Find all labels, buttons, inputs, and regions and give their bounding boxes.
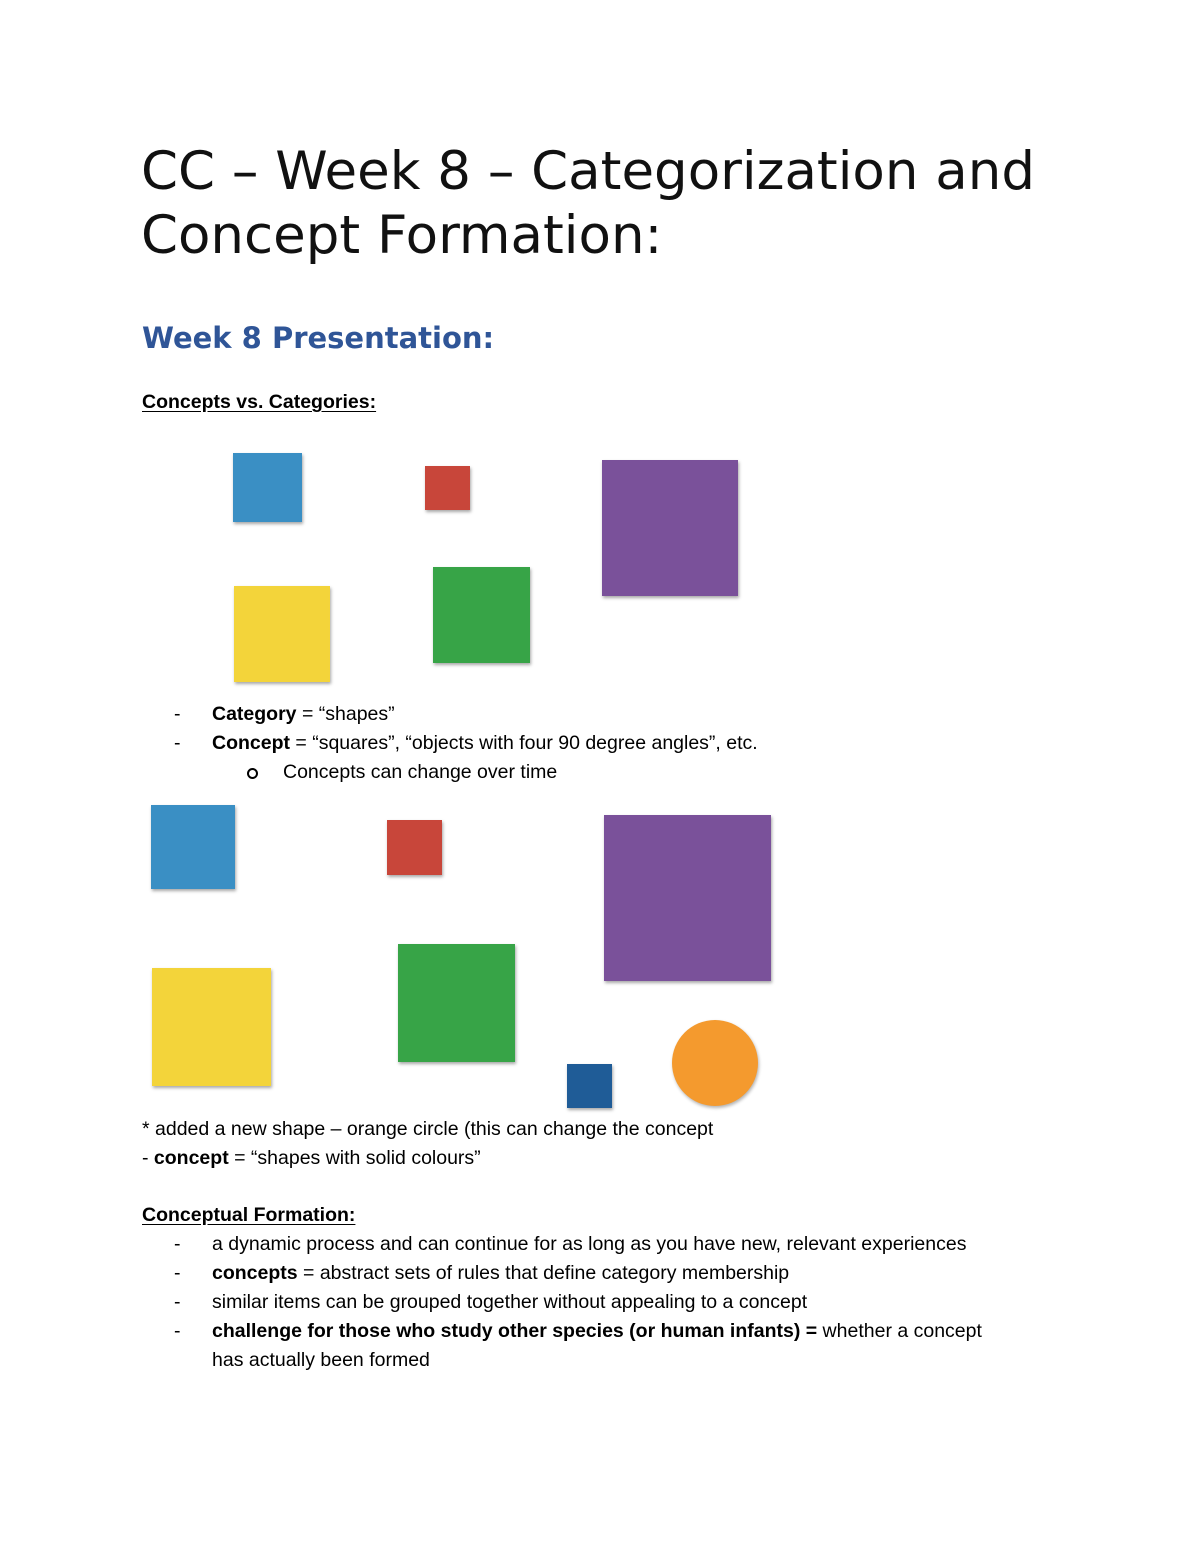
red-square (425, 466, 470, 510)
bullet-marker: - (174, 1320, 181, 1342)
bullet-text: = “shapes” (296, 703, 395, 725)
bullet-bold-text: concepts (212, 1262, 298, 1284)
yellow-square (152, 968, 271, 1086)
note-prefix: - (142, 1147, 154, 1169)
concepts-vs-categories-heading: Concepts vs. Categories: (142, 391, 377, 413)
bullet-marker: - (174, 1233, 181, 1255)
green-square (398, 944, 515, 1062)
orange-circle (672, 1020, 758, 1106)
bullet-text: = abstract sets of rules that define category membership (297, 1262, 790, 1284)
note-line-1: * added a new shape – orange circle (this can change the concept (142, 1118, 714, 1140)
purple-square (604, 815, 771, 981)
bullet-bold-text: Concept (212, 732, 290, 754)
circle-bullet-icon (247, 768, 258, 779)
note-text: = “shapes with solid colours” (228, 1147, 481, 1169)
bullet-text: whether a concept (817, 1320, 982, 1342)
note-bold-text: concept (153, 1147, 229, 1169)
dark-blue-square (567, 1064, 612, 1108)
sub-bullet-text: Concepts can change over time (283, 761, 558, 783)
section-subtitle: Week 8 Presentation: (142, 321, 495, 355)
bullet-bold-text: Category (212, 703, 297, 725)
blue-square (233, 453, 302, 522)
blue-square (151, 805, 235, 889)
bullet-bold-text: challenge for those who study other species (or human infants) = (212, 1320, 818, 1342)
bullet-marker: - (174, 1291, 181, 1313)
bullet-marker: - (174, 703, 181, 725)
note-line-2 (142, 1144, 481, 1173)
bullet-text: = “squares”, “objects with four 90 degree angles”, etc. (290, 732, 758, 754)
bullet-marker: - (174, 732, 181, 754)
red-square (387, 820, 442, 875)
bullet-marker: - (174, 1262, 181, 1284)
bullet-text: a dynamic process and can continue for as long as you have new, relevant experiences (212, 1233, 967, 1255)
yellow-square (234, 586, 330, 682)
document-title: CC – Week 8 – Categorization and Concept Formation: (141, 141, 1036, 266)
bullet-continuation-text: has actually been formed (212, 1349, 430, 1371)
conceptual-formation-heading: Conceptual Formation: (142, 1204, 356, 1226)
green-square (433, 567, 530, 663)
bullet-text: similar items can be grouped together without appealing to a concept (212, 1291, 808, 1313)
purple-square (602, 460, 738, 596)
